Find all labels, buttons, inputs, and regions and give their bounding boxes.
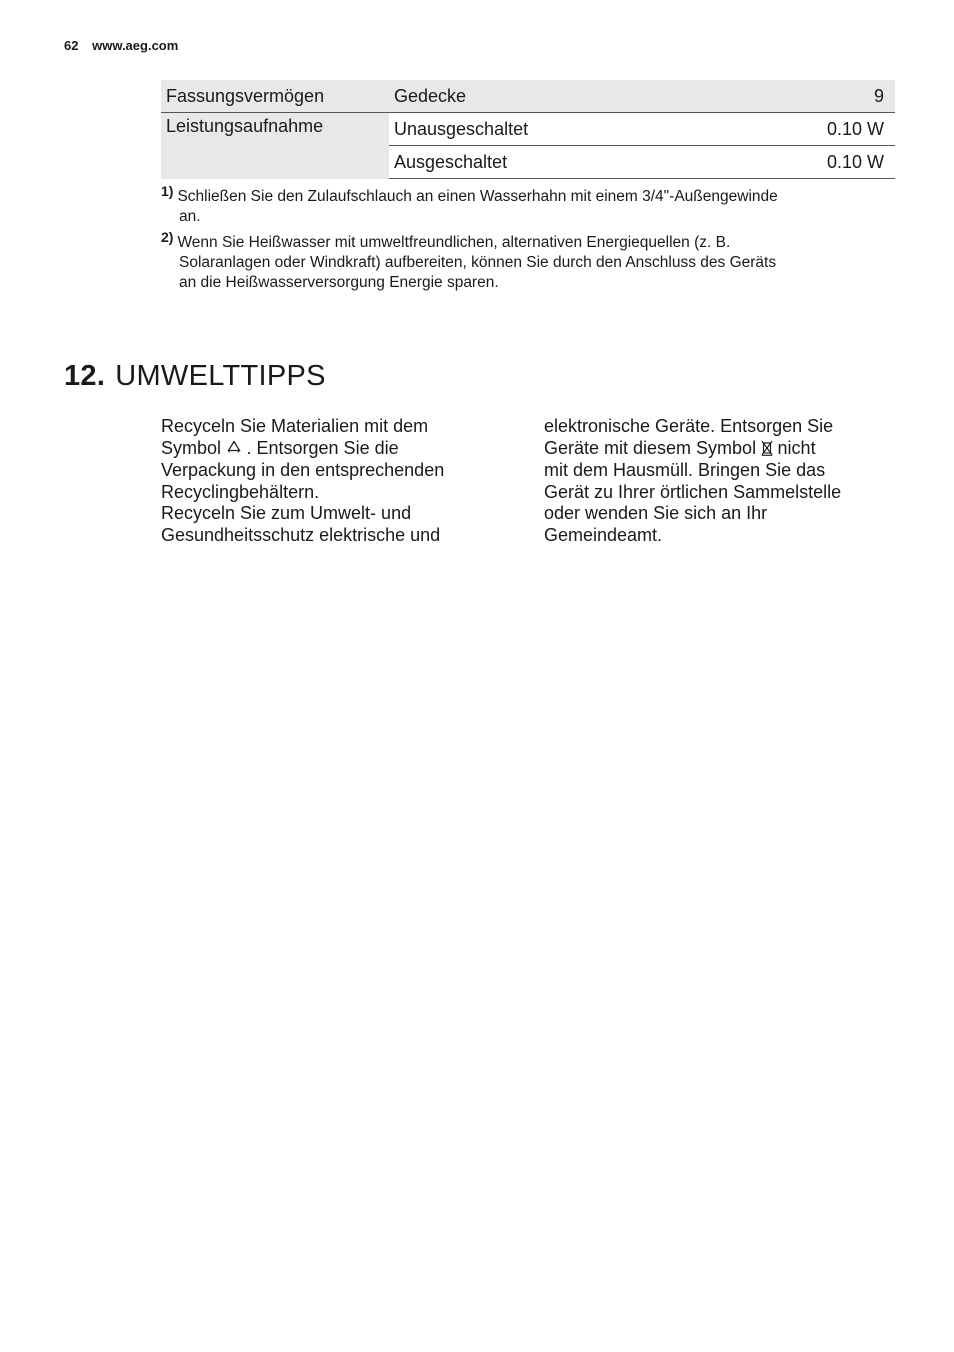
body-line: Recyceln Sie Materialien mit dem [161,416,429,436]
footnote-2 [161,229,889,293]
body-line [161,438,491,461]
table-row [161,113,895,146]
row-item: Gedecke [389,80,699,113]
footnote-text: an. [179,208,201,225]
recycle-icon [226,441,246,458]
footnote-mark: 1) [161,183,174,199]
body-text: nicht [777,437,816,458]
footnote-text: Schließen Sie den Zulaufschlauch an einen Wasserhahn mit einem 3/4"-Außengewinde [177,188,778,205]
footnote-1 [161,183,889,227]
body-line: mit dem Hausmüll. Bringen Sie das [544,460,826,480]
body-column-left [161,416,491,546]
body-line: Verpackung in den entsprechenden [161,460,445,480]
crossed-bin-icon [761,441,777,458]
body-text: Geräte mit diesem Symbol [544,437,757,458]
row-value: 0.10 W [699,146,895,179]
page-header [64,38,178,53]
section-heading [64,360,326,393]
section-number: 12. [64,360,106,392]
row-value: 0.10 W [699,113,895,146]
row-item: Ausgeschaltet [389,146,699,179]
body-line: Gemeindeamt. [544,524,663,545]
body-column-right [544,416,874,546]
body-line: elektronische Geräte. Entsorgen Sie [544,416,834,436]
footnote-text: Wenn Sie Heißwasser mit umweltfreundlichen, alternativen Energiequellen (z. B. [177,234,731,251]
body-line: Recyceln Sie zum Umwelt- und [161,503,412,523]
spec-table [161,80,895,179]
footnote-text: Solaranlagen oder Windkraft) aufbereiten, können Sie durch den Anschluss des Geräts [179,254,777,271]
page-number: 62 [64,38,79,53]
site-url: www.aeg.com [92,38,179,53]
body-line: Gesundheitsschutz elektrische und [161,524,441,545]
body-line: Recyclingbehältern. [161,481,320,502]
row-label: Leistungsaufnahme [161,113,389,179]
body-line [544,438,874,461]
row-item: Unausgeschaltet [389,113,699,146]
body-line: Gerät zu Ihrer örtlichen Sammelstelle [544,481,842,502]
table-row [161,80,895,113]
body-line: oder wenden Sie sich an Ihr [544,503,768,523]
footnote-mark: 2) [161,229,174,245]
body-text: . Entsorgen Sie die [246,437,399,458]
row-value: 9 [699,80,895,113]
section-title: UMWELTTIPPS [115,360,326,392]
row-label: Fassungsvermögen [161,80,389,113]
footnote-text: an die Heißwasserversorgung Energie sparen. [179,274,499,291]
body-text: Symbol [161,437,222,458]
